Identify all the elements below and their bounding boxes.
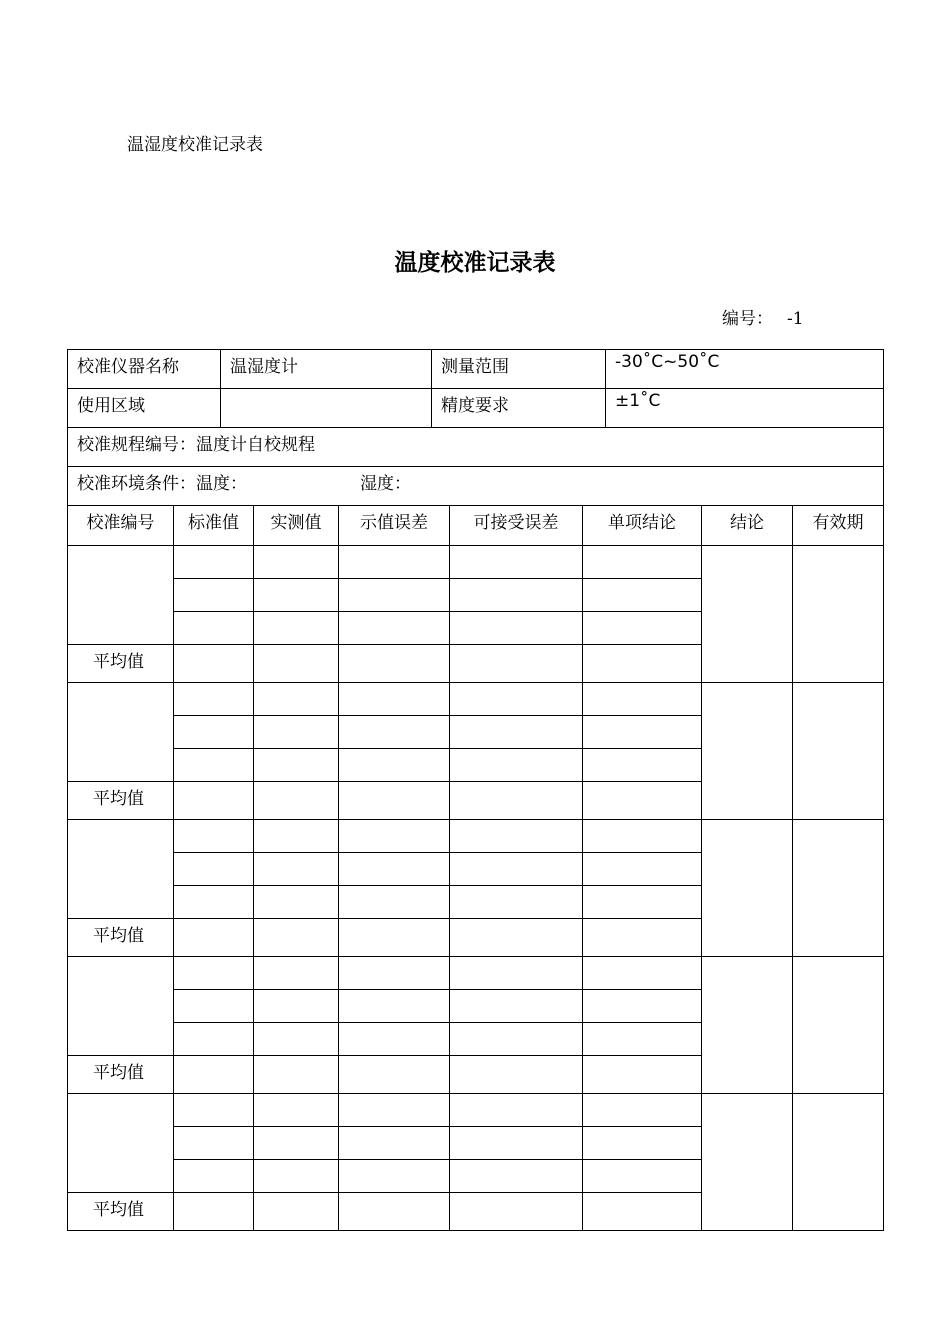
tolerance-cell[interactable] [450,1094,583,1127]
col-header-standard: 标准值 [174,506,254,546]
environment-temperature-label: 校准环境条件：温度： [77,474,247,494]
measured-value-cell[interactable] [254,749,339,782]
col-header-measured: 实测值 [254,506,339,546]
error-cell[interactable] [339,990,450,1023]
error-cell[interactable] [339,546,450,579]
item-conclusion-cell[interactable] [583,749,702,782]
measured-value-cell[interactable] [254,579,339,612]
col-header-id: 校准编号 [68,506,174,546]
standard-value-cell[interactable] [174,716,254,749]
error-cell[interactable] [339,1160,450,1193]
tolerance-cell[interactable] [450,853,583,886]
accuracy-value[interactable]: ±1˚C [606,389,884,428]
standard-value-cell[interactable] [174,749,254,782]
item-conclusion-cell[interactable] [583,1127,702,1160]
error-cell[interactable] [339,645,450,683]
measured-value-cell[interactable] [254,612,339,645]
item-conclusion-cell[interactable] [583,1056,702,1094]
error-cell[interactable] [339,716,450,749]
error-cell[interactable] [339,579,450,612]
item-conclusion-cell[interactable] [583,782,702,820]
average-label: 平均值 [68,1193,174,1231]
standard-value-cell[interactable] [174,579,254,612]
info-table [67,349,884,506]
item-conclusion-cell[interactable] [583,716,702,749]
item-conclusion-cell[interactable] [583,645,702,683]
item-conclusion-cell[interactable] [583,612,702,645]
standard-value-cell[interactable] [174,886,254,919]
item-conclusion-cell[interactable] [583,1160,702,1193]
instrument-label: 校准仪器名称 [68,350,221,389]
error-cell[interactable] [339,957,450,990]
measured-value-cell[interactable] [254,919,339,957]
standard-value-cell[interactable] [174,546,254,579]
measured-value-cell[interactable] [254,886,339,919]
error-cell[interactable] [339,612,450,645]
tolerance-cell[interactable] [450,1023,583,1056]
tolerance-cell[interactable] [450,716,583,749]
error-cell[interactable] [339,853,450,886]
tolerance-cell[interactable] [450,1160,583,1193]
procedure-text: 校准规程编号：温度计自校规程 [68,428,884,467]
item-conclusion-cell[interactable] [583,957,702,990]
measurement-row [68,957,884,990]
instrument-value[interactable]: 温湿度计 [221,350,432,389]
tolerance-cell[interactable] [450,990,583,1023]
measured-value-cell[interactable] [254,683,339,716]
col-header-conclusion: 结论 [702,506,793,546]
col-header-validity: 有效期 [793,506,884,546]
measured-value-cell[interactable] [254,1160,339,1193]
measured-value-cell[interactable] [254,1094,339,1127]
conclusion-cell[interactable] [702,820,793,957]
error-cell[interactable] [339,1094,450,1127]
item-conclusion-cell[interactable] [583,683,702,716]
calibration-id-cell[interactable] [68,1094,174,1193]
document-header-label: 温湿度校准记录表 [127,135,263,155]
calibration-id-cell[interactable] [68,820,174,919]
tolerance-cell[interactable] [450,919,583,957]
error-cell[interactable] [339,919,450,957]
item-conclusion-cell[interactable] [583,886,702,919]
validity-cell[interactable] [793,546,884,683]
error-cell[interactable] [339,1127,450,1160]
calibration-table [67,505,884,1231]
info-row-environment [68,467,884,506]
info-row-instrument [68,350,884,389]
tolerance-cell[interactable] [450,579,583,612]
tolerance-cell[interactable] [450,612,583,645]
error-cell[interactable] [339,1193,450,1231]
validity-cell[interactable] [793,683,884,820]
item-conclusion-cell[interactable] [583,1023,702,1056]
measured-value-cell[interactable] [254,1127,339,1160]
tolerance-cell[interactable] [450,546,583,579]
measured-value-cell[interactable] [254,820,339,853]
tolerance-cell[interactable] [450,749,583,782]
measurement-row [68,820,884,853]
measured-value-cell[interactable] [254,716,339,749]
tolerance-cell[interactable] [450,683,583,716]
area-value[interactable] [221,389,432,428]
tolerance-cell[interactable] [450,1193,583,1231]
average-label: 平均值 [68,645,174,683]
tolerance-cell[interactable] [450,820,583,853]
average-label: 平均值 [68,919,174,957]
conclusion-cell[interactable] [702,957,793,1094]
standard-value-cell[interactable] [174,1056,254,1094]
col-header-item-conclusion: 单项结论 [583,506,702,546]
document-number [722,304,804,329]
error-cell[interactable] [339,886,450,919]
page-title: 温度校准记录表 [394,250,556,276]
item-conclusion-cell[interactable] [583,1094,702,1127]
measurement-row [68,1094,884,1127]
error-cell[interactable] [339,820,450,853]
standard-value-cell[interactable] [174,645,254,683]
standard-value-cell[interactable] [174,820,254,853]
tolerance-cell[interactable] [450,1127,583,1160]
conclusion-cell[interactable] [702,546,793,683]
error-cell[interactable] [339,1056,450,1094]
measured-value-cell[interactable] [254,1023,339,1056]
info-row-area [68,389,884,428]
standard-value-cell[interactable] [174,1193,254,1231]
standard-value-cell[interactable] [174,782,254,820]
measured-value-cell[interactable] [254,957,339,990]
item-conclusion-cell[interactable] [583,546,702,579]
standard-value-cell[interactable] [174,853,254,886]
standard-value-cell[interactable] [174,919,254,957]
range-value[interactable]: -30˚C~50˚C [606,350,884,389]
average-label: 平均值 [68,1056,174,1094]
standard-value-cell[interactable] [174,612,254,645]
area-label: 使用区域 [68,389,221,428]
item-conclusion-cell[interactable] [583,853,702,886]
tolerance-cell[interactable] [450,886,583,919]
validity-cell[interactable] [793,957,884,1094]
measured-value-cell[interactable] [254,645,339,683]
standard-value-cell[interactable] [174,957,254,990]
measured-value-cell[interactable] [254,1193,339,1231]
tolerance-cell[interactable] [450,1056,583,1094]
item-conclusion-cell[interactable] [583,820,702,853]
col-header-error: 示值误差 [339,506,450,546]
environment-humidity-label: 湿度： [360,474,411,494]
measured-value-cell[interactable] [254,1056,339,1094]
average-label: 平均值 [68,782,174,820]
info-row-procedure [68,428,884,467]
measured-value-cell[interactable] [254,853,339,886]
conclusion-cell[interactable] [702,683,793,820]
tolerance-cell[interactable] [450,645,583,683]
error-cell[interactable] [339,1023,450,1056]
item-conclusion-cell[interactable] [583,919,702,957]
error-cell[interactable] [339,782,450,820]
document-number-value: -1 [787,309,804,329]
measurement-row [68,683,884,716]
error-cell[interactable] [339,683,450,716]
calibration-table-header [68,506,884,546]
tolerance-cell[interactable] [450,957,583,990]
calibration-id-cell[interactable] [68,683,174,782]
calibration-id-cell[interactable] [68,957,174,1056]
measurement-row [68,546,884,579]
measured-value-cell[interactable] [254,782,339,820]
validity-cell[interactable] [793,820,884,957]
environment-cell [68,467,884,506]
measured-value-cell[interactable] [254,546,339,579]
document-number-label: 编号： [722,309,773,329]
standard-value-cell[interactable] [174,1127,254,1160]
tolerance-cell[interactable] [450,782,583,820]
standard-value-cell[interactable] [174,990,254,1023]
accuracy-label: 精度要求 [432,389,606,428]
col-header-tolerance: 可接受误差 [450,506,583,546]
standard-value-cell[interactable] [174,1094,254,1127]
conclusion-cell[interactable] [702,1094,793,1231]
standard-value-cell[interactable] [174,683,254,716]
calibration-id-cell[interactable] [68,546,174,645]
item-conclusion-cell[interactable] [583,1193,702,1231]
standard-value-cell[interactable] [174,1160,254,1193]
range-label: 测量范围 [432,350,606,389]
error-cell[interactable] [339,749,450,782]
validity-cell[interactable] [793,1094,884,1231]
item-conclusion-cell[interactable] [583,579,702,612]
standard-value-cell[interactable] [174,1023,254,1056]
item-conclusion-cell[interactable] [583,990,702,1023]
measured-value-cell[interactable] [254,990,339,1023]
